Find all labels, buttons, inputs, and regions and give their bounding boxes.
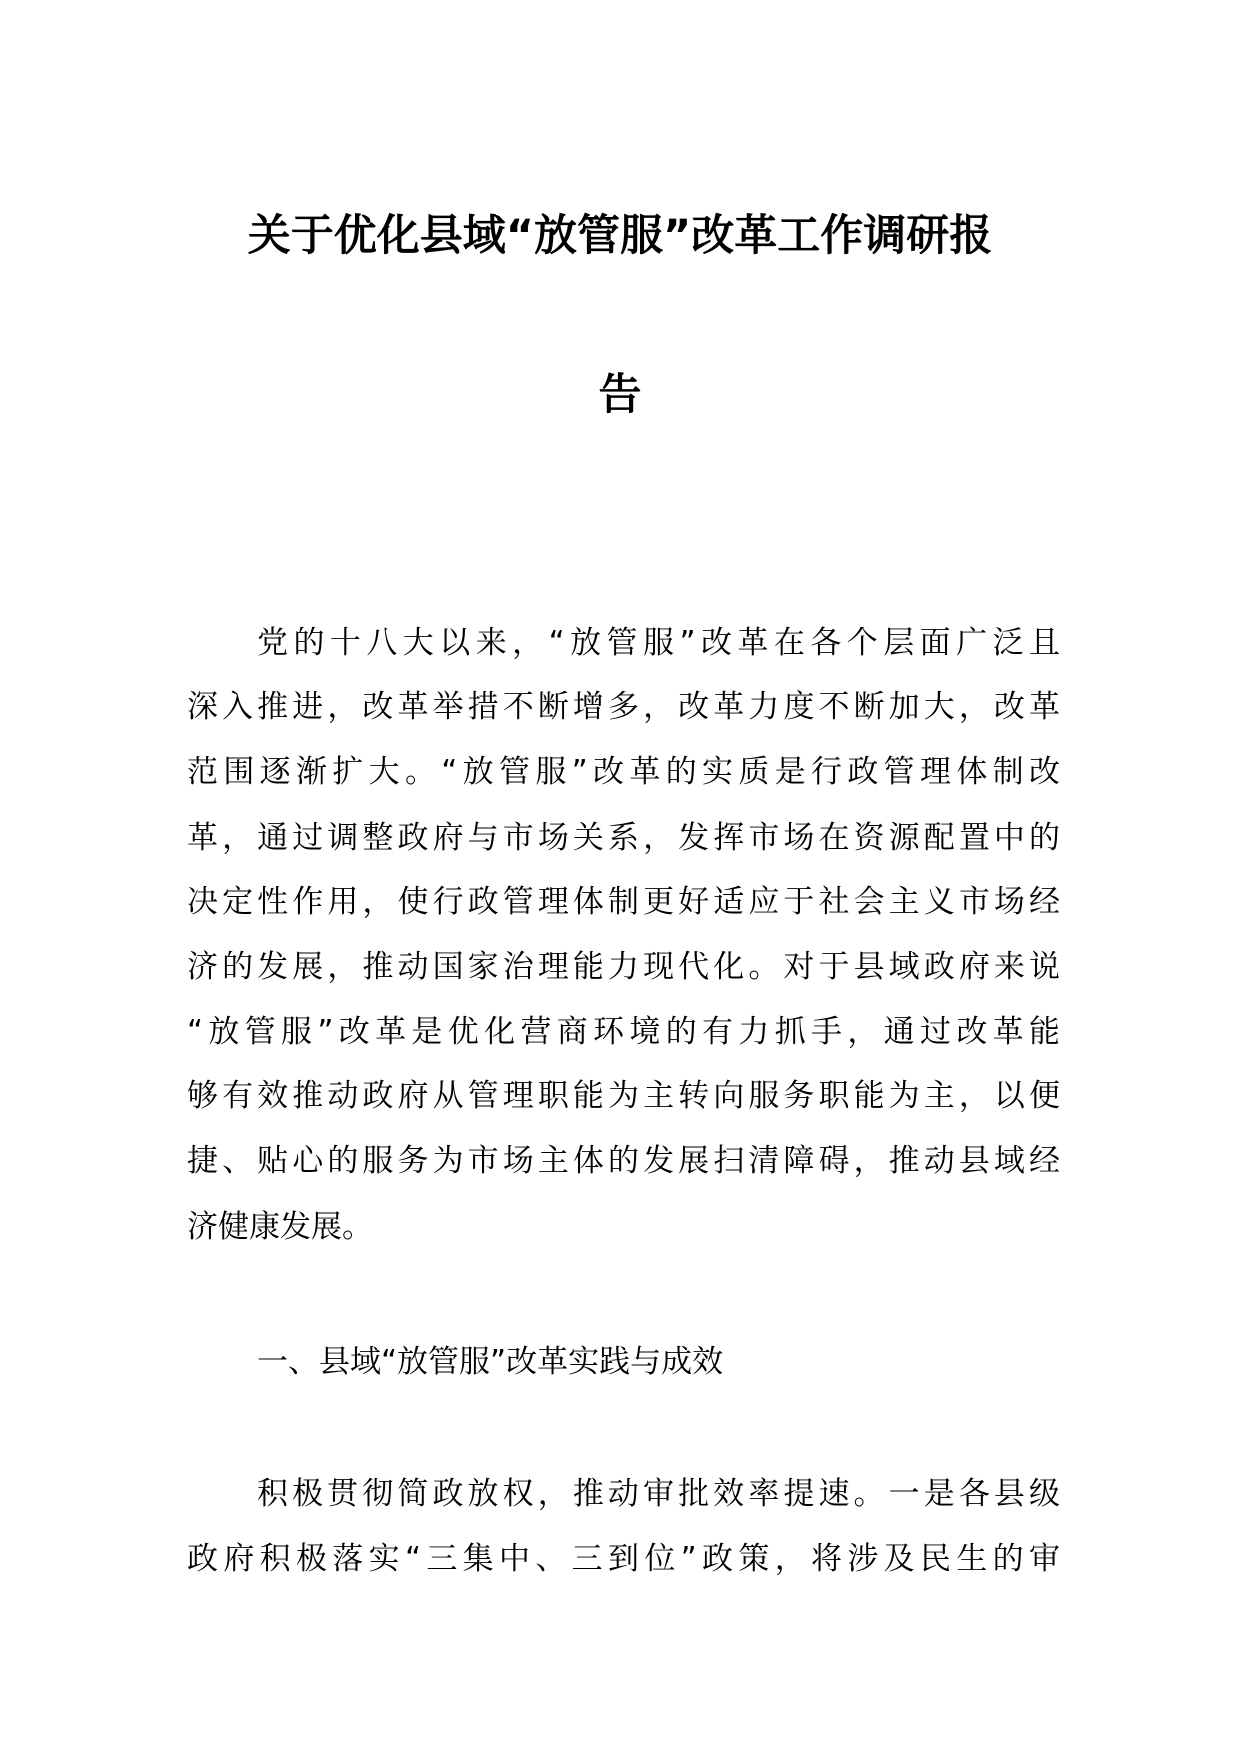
document-title-line-1: 关于优化县域“放管服”改革工作调研报 bbox=[247, 211, 993, 261]
paragraph-2-line: 政府积极落实“三集中、三到位”政策，将涉及民生的审 bbox=[187, 1541, 1060, 1577]
paragraph-1-line: 革，通过调整政府与市场关系，发挥市场在资源配置中的 bbox=[187, 820, 1060, 856]
paragraph-1-line: 济健康发展。 bbox=[187, 1209, 373, 1245]
paragraph-1-line: 范围逐渐扩大。“放管服”改革的实质是行政管理体制改 bbox=[187, 754, 1060, 790]
paragraph-1-line: 党的十八大以来，“放管服”改革在各个层面广泛且 bbox=[257, 625, 1060, 661]
paragraph-1-line: 够有效推动政府从管理职能为主转向服务职能为主，以便 bbox=[187, 1078, 1060, 1114]
section-heading: 一、县域“放管服”改革实践与成效 bbox=[257, 1344, 724, 1380]
paragraph-1-line: 捷、贴心的服务为市场主体的发展扫清障碍，推动县域经 bbox=[187, 1143, 1060, 1179]
paragraph-1-line: “放管服”改革是优化营商环境的有力抓手，通过改革能 bbox=[187, 1014, 1060, 1050]
paragraph-1-line: 决定性作用，使行政管理体制更好适应于社会主义市场经 bbox=[187, 884, 1060, 920]
paragraph-1-line: 深入推进，改革举措不断增多，改革力度不断加大，改革 bbox=[187, 689, 1060, 725]
paragraph-2-line: 积极贯彻简政放权，推动审批效率提速。一是各县级 bbox=[257, 1476, 1060, 1512]
document-title-line-2: 告 bbox=[598, 370, 642, 420]
paragraph-1-line: 济的发展，推动国家治理能力现代化。对于县域政府来说 bbox=[187, 949, 1060, 985]
